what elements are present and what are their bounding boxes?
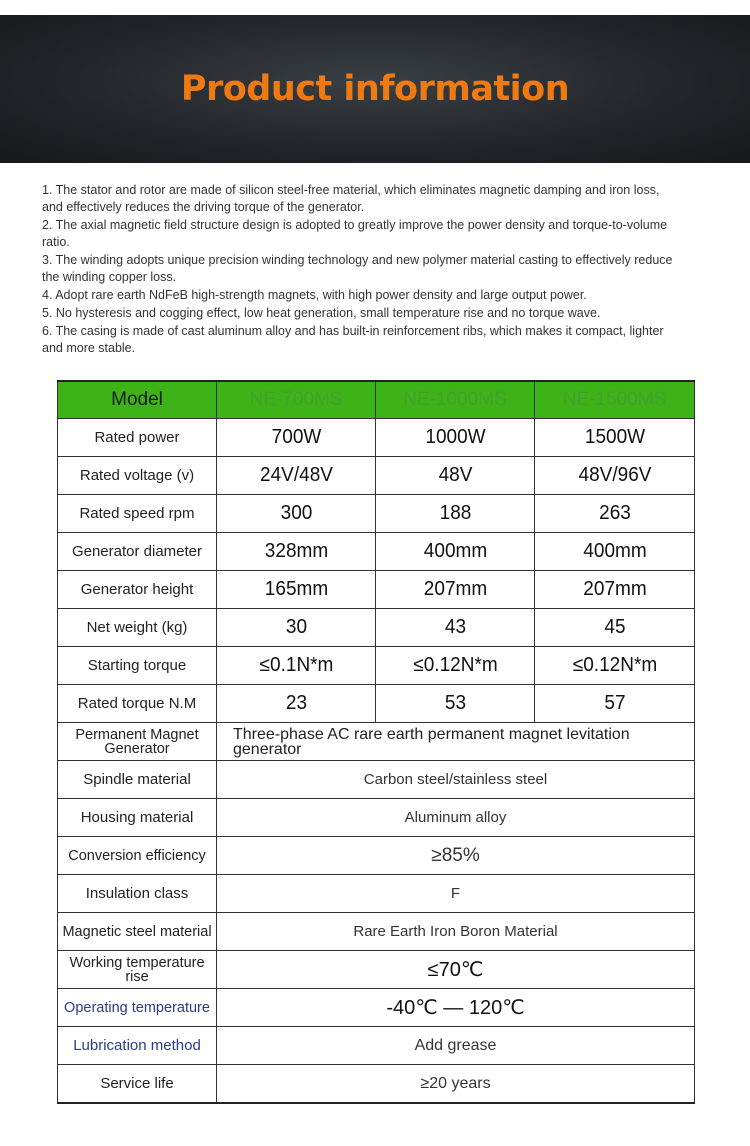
header-model-3: NE-1500MS xyxy=(535,381,695,419)
table-row xyxy=(58,457,695,495)
table-row xyxy=(58,837,695,875)
feature-item: 5. No hysteresis and cogging effect, low heat generation, small temperature rise and no torque wave. xyxy=(42,305,601,320)
feature-item: 2. The axial magnetic field structure design is adopted to greatly improve the power density and torque-to-volume ratio. xyxy=(42,217,668,249)
row-label: Rated speed rpm xyxy=(58,495,217,533)
cell-value: F xyxy=(217,875,695,913)
cell-value: 48V/96V xyxy=(539,457,691,495)
table-row xyxy=(58,419,695,457)
row-label: Permanent Magnet Generator xyxy=(58,723,217,761)
page-title: Product information xyxy=(180,69,570,109)
table-row xyxy=(58,647,695,685)
cell-value: ≤0.1N*m xyxy=(220,647,371,685)
row-label: Rated torque N.M xyxy=(58,685,217,723)
table-row xyxy=(58,951,695,989)
feature-item: 4. Adopt rare earth NdFeB high-strength magnets, with high power density and large output power. xyxy=(42,287,587,302)
cell-value: 53 xyxy=(379,685,530,723)
table-row xyxy=(58,571,695,609)
row-label: Housing material xyxy=(58,799,217,837)
table-row xyxy=(58,685,695,723)
row-label: Lubrication method xyxy=(58,1027,217,1065)
table-row xyxy=(58,913,695,951)
row-label: Magnetic steel material xyxy=(58,913,217,951)
cell-value: 400mm xyxy=(379,533,530,571)
feature-item: 3. The winding adopts unique precision winding technology and new polymer material casting to effectively reduce the winding copper loss. xyxy=(42,252,673,284)
cell-value: ≥85% xyxy=(217,837,695,875)
row-label: Working temperature rise xyxy=(58,951,217,989)
cell-value: 1000W xyxy=(379,419,530,457)
row-label: Operating temperature xyxy=(58,989,217,1027)
specification-table xyxy=(57,380,695,1104)
cell-value: Rare Earth Iron Boron Material xyxy=(217,913,695,951)
table-row xyxy=(58,723,695,761)
cell-value: 328mm xyxy=(220,533,371,571)
header-model: Model xyxy=(58,381,217,419)
table-row xyxy=(58,495,695,533)
cell-value: Three-phase AC rare earth permanent magnet levitation generator xyxy=(217,723,695,761)
table-header-row xyxy=(58,381,695,419)
cell-value: 48V xyxy=(379,457,530,495)
cell-value: 165mm xyxy=(220,571,371,609)
row-label: Generator diameter xyxy=(58,533,217,571)
row-label: Rated voltage (v) xyxy=(58,457,217,495)
row-label: Service life xyxy=(58,1065,217,1104)
row-label: Conversion efficiency xyxy=(58,837,217,875)
header-model-2: NE-1000MS xyxy=(376,381,535,419)
table-row xyxy=(58,875,695,913)
cell-value: -40℃ — 120℃ xyxy=(217,989,695,1027)
table-row xyxy=(58,761,695,799)
cell-value: 1500W xyxy=(539,419,691,457)
cell-value: 188 xyxy=(379,495,530,533)
table-row xyxy=(58,989,695,1027)
row-label: Insulation class xyxy=(58,875,217,913)
cell-value: ≤0.12N*m xyxy=(379,647,530,685)
cell-value: ≤0.12N*m xyxy=(539,647,691,685)
cell-value: 700W xyxy=(220,419,371,457)
cell-value: 30 xyxy=(220,609,371,647)
feature-item: 1. The stator and rotor are made of silicon steel-free material, which eliminates magnetic damping and iron loss, and effectively reduces the driving torque of the generator. xyxy=(42,183,660,214)
cell-value: 207mm xyxy=(539,571,691,609)
header-banner xyxy=(0,15,750,163)
table-row xyxy=(58,799,695,837)
cell-value: ≥20 years xyxy=(217,1065,695,1104)
table-row xyxy=(58,533,695,571)
cell-value: 263 xyxy=(539,495,691,533)
cell-value: 207mm xyxy=(379,571,530,609)
cell-value: 23 xyxy=(220,685,371,723)
table-row xyxy=(58,1065,695,1104)
header-model-1: NE-700MS xyxy=(217,381,376,419)
cell-value: ≤70℃ xyxy=(217,951,695,989)
cell-value: Carbon steel/stainless steel xyxy=(217,761,695,799)
row-label: Generator height xyxy=(58,571,217,609)
table-row xyxy=(58,1027,695,1065)
cell-value: Aluminum alloy xyxy=(217,799,695,837)
cell-value: 45 xyxy=(539,609,691,647)
table-row xyxy=(58,609,695,647)
cell-value: 24V/48V xyxy=(220,457,371,495)
row-label: Starting torque xyxy=(58,647,217,685)
feature-description xyxy=(42,182,682,358)
cell-value: 400mm xyxy=(539,533,691,571)
cell-value: 57 xyxy=(539,685,691,723)
cell-value: 43 xyxy=(379,609,530,647)
cell-value: Add grease xyxy=(217,1027,695,1065)
row-label: Rated power xyxy=(58,419,217,457)
feature-item: 6. The casing is made of cast aluminum alloy and has built-in reinforcement ribs, which makes it compact, lighter and more stable. xyxy=(42,323,664,355)
cell-value: 300 xyxy=(220,495,371,533)
row-label: Net weight (kg) xyxy=(58,609,217,647)
row-label: Spindle material xyxy=(58,761,217,799)
